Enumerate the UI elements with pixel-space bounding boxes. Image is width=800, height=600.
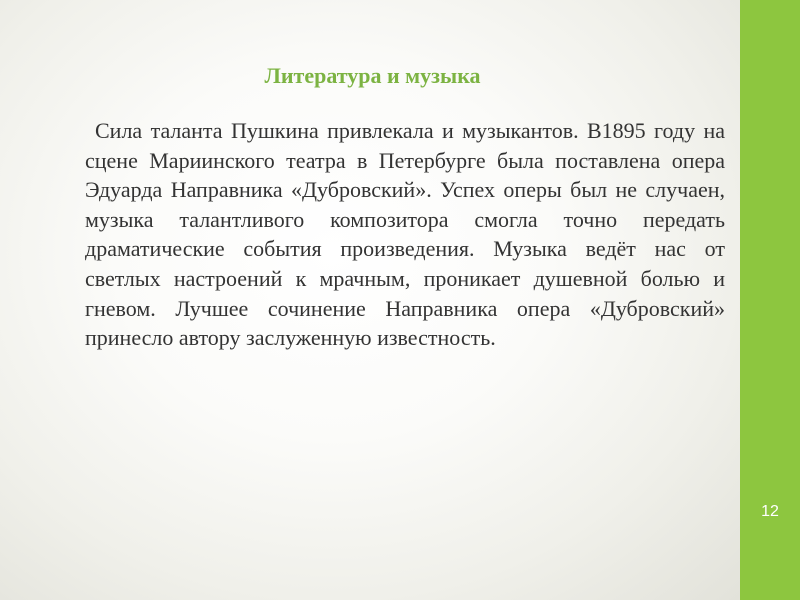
slide-title: Литература и музыка [264,63,481,88]
slide-page-number: 12 [761,503,779,520]
slide-body-text: Сила таланта Пушкина привлекала и музыкантов. В1895 году на сцене Мариинского театра в Петербурге была поставлена опера Эдуарда Направника «Дубровский». Успех оперы был не случаен, музыка талантливого композитора смогла точно передать драматические события произведения. Музыка ведёт нас от светлых настроений к мрачным, проникает душевной болью и гневом. Лучшее сочинение Направника опера «Дубровский» принесло автору заслуженную известность. [85,118,725,351]
